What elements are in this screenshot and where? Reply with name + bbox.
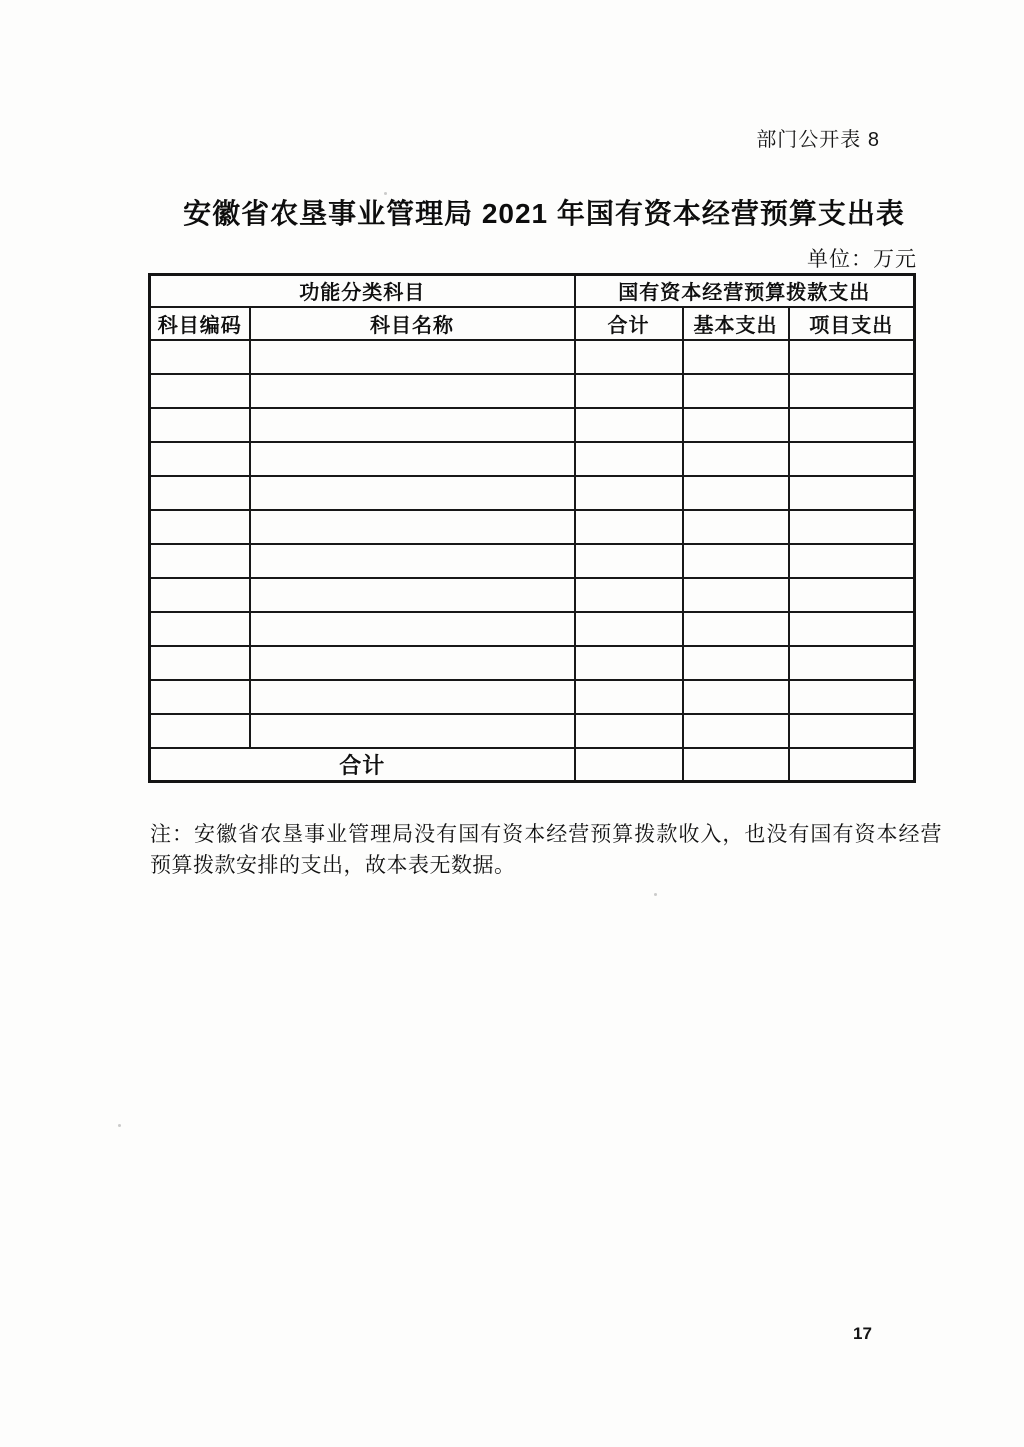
header-total: 合计 <box>575 307 683 340</box>
table-row <box>150 578 915 612</box>
header-subject-code: 科目编码 <box>150 307 250 340</box>
empty-cell <box>789 408 915 442</box>
table-row <box>150 544 915 578</box>
empty-cell <box>250 646 575 680</box>
unit-label: 单位：万元 <box>807 248 917 271</box>
header-project-expenditure: 项目支出 <box>789 307 915 340</box>
empty-cell <box>789 680 915 714</box>
empty-cell <box>250 340 575 374</box>
total-row <box>150 748 915 782</box>
empty-cell <box>250 476 575 510</box>
header-capital-budget-expenditure: 国有资本经营预算拨款支出 <box>575 275 915 307</box>
scan-speck <box>384 192 387 195</box>
table-row <box>150 646 915 680</box>
empty-cell <box>683 442 789 476</box>
empty-cell <box>150 646 250 680</box>
empty-cell <box>683 578 789 612</box>
empty-cell <box>575 340 683 374</box>
table-body <box>150 340 915 748</box>
empty-cell <box>789 374 915 408</box>
empty-cell <box>575 714 683 748</box>
empty-cell <box>789 646 915 680</box>
empty-cell <box>150 680 250 714</box>
table-header <box>150 275 915 340</box>
header-subject-name: 科目名称 <box>250 307 575 340</box>
empty-cell <box>683 476 789 510</box>
empty-cell <box>789 544 915 578</box>
table-row <box>150 476 915 510</box>
empty-cell <box>575 374 683 408</box>
empty-cell <box>150 408 250 442</box>
empty-cell <box>250 442 575 476</box>
empty-cell <box>150 374 250 408</box>
empty-cell <box>683 340 789 374</box>
empty-cell <box>575 612 683 646</box>
empty-cell <box>250 578 575 612</box>
table-header-column-row <box>150 307 915 340</box>
empty-cell <box>150 612 250 646</box>
header-basic-expenditure: 基本支出 <box>683 307 789 340</box>
table-row <box>150 442 915 476</box>
empty-cell <box>575 408 683 442</box>
empty-cell <box>575 476 683 510</box>
scan-speck <box>654 893 657 896</box>
header-function-category: 功能分类科目 <box>150 275 575 307</box>
empty-cell <box>575 544 683 578</box>
total-label-cell: 合计 <box>150 748 575 782</box>
empty-cell <box>250 680 575 714</box>
empty-cell <box>683 714 789 748</box>
empty-cell <box>575 646 683 680</box>
empty-cell <box>683 374 789 408</box>
table-row <box>150 340 915 374</box>
table-row <box>150 408 915 442</box>
empty-cell <box>789 476 915 510</box>
empty-cell <box>250 714 575 748</box>
note-text: 注：安徽省农垦事业管理局没有国有资本经营预算拨款收入，也没有国有资本经营预算拨款安排的支出，故本表无数据。 <box>150 822 942 877</box>
empty-cell <box>250 374 575 408</box>
empty-cell <box>150 510 250 544</box>
empty-cell <box>575 442 683 476</box>
table-row <box>150 510 915 544</box>
table-header-group-row <box>150 275 915 307</box>
empty-cell <box>150 578 250 612</box>
empty-cell <box>789 510 915 544</box>
empty-cell <box>150 476 250 510</box>
page-number: 17 <box>853 1324 872 1343</box>
empty-cell <box>789 340 915 374</box>
empty-cell <box>683 408 789 442</box>
empty-cell <box>575 510 683 544</box>
empty-cell <box>250 544 575 578</box>
total-sum-cell <box>575 748 683 782</box>
empty-cell <box>683 646 789 680</box>
empty-cell <box>683 544 789 578</box>
empty-cell <box>250 612 575 646</box>
empty-cell <box>150 340 250 374</box>
total-project-cell <box>789 748 915 782</box>
empty-cell <box>250 510 575 544</box>
total-basic-cell <box>683 748 789 782</box>
table-row <box>150 374 915 408</box>
empty-cell <box>789 578 915 612</box>
table-footer <box>150 748 915 782</box>
empty-cell <box>150 714 250 748</box>
empty-cell <box>789 442 915 476</box>
empty-cell <box>683 612 789 646</box>
table-row <box>150 680 915 714</box>
empty-cell <box>789 714 915 748</box>
empty-cell <box>683 680 789 714</box>
empty-cell <box>575 578 683 612</box>
page-title: 安徽省农垦事业管理局 2021 年国有资本经营预算支出表 <box>183 198 905 229</box>
empty-cell <box>150 544 250 578</box>
scan-speck <box>118 1124 121 1127</box>
empty-cell <box>250 408 575 442</box>
empty-cell <box>150 442 250 476</box>
empty-cell <box>789 612 915 646</box>
table-row <box>150 714 915 748</box>
empty-cell <box>575 680 683 714</box>
corner-form-label: 部门公开表 8 <box>756 129 880 151</box>
table-row <box>150 612 915 646</box>
budget-expenditure-table <box>148 273 916 783</box>
empty-cell <box>683 510 789 544</box>
